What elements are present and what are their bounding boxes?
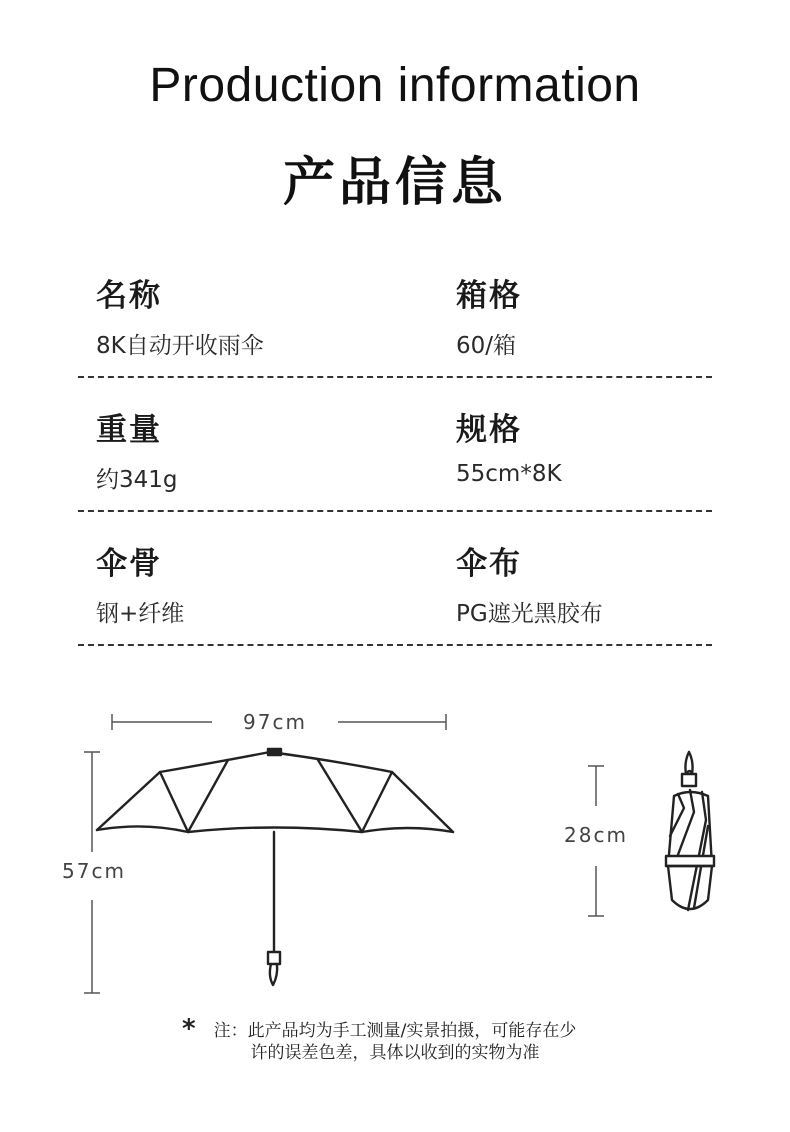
page-title-cn: 产品信息 [282,153,507,213]
folded-length-label: 28cm [564,823,628,847]
height-label: 57cm [62,859,126,883]
spec-label: 名称 [96,278,162,314]
spec-value: 8K自动开收雨伞 [96,333,264,359]
dashed-divider [78,644,712,646]
dashed-divider [78,376,712,378]
footnote [0,1014,790,1064]
spec-value: PG遮光黑胶布 [456,601,603,627]
spec-fabric [456,538,603,628]
spec-label: 箱格 [456,278,522,314]
spec-value: 60/箱 [456,333,517,359]
spec-carton [456,270,522,360]
spec-frame [96,538,184,628]
spec-label: 伞骨 [96,546,162,582]
spec-value: 55cm*8K [456,461,562,487]
spec-weight [96,404,178,494]
spec-size [456,404,562,487]
spec-label: 伞布 [456,546,522,582]
spec-value: 钢+纤维 [96,601,185,627]
spec-label: 规格 [456,412,522,448]
width-label: 97cm [243,710,307,734]
umbrella-dimension-diagram [0,690,790,1010]
asterisk-icon: * [182,1014,196,1044]
open-umbrella-icon [97,749,453,985]
dashed-divider [78,510,712,512]
spec-label: 重量 [96,412,162,448]
footnote-line: 注：此产品均为手工测量/实景拍摄，可能存在少 [213,1021,577,1041]
page-title-en: Production information [149,59,641,112]
spec-name [96,270,264,360]
footnote-line: 许的误差色差，具体以收到的实物为准 [250,1043,540,1063]
folded-umbrella-icon [666,752,714,910]
spec-value: 约341g [96,467,178,493]
